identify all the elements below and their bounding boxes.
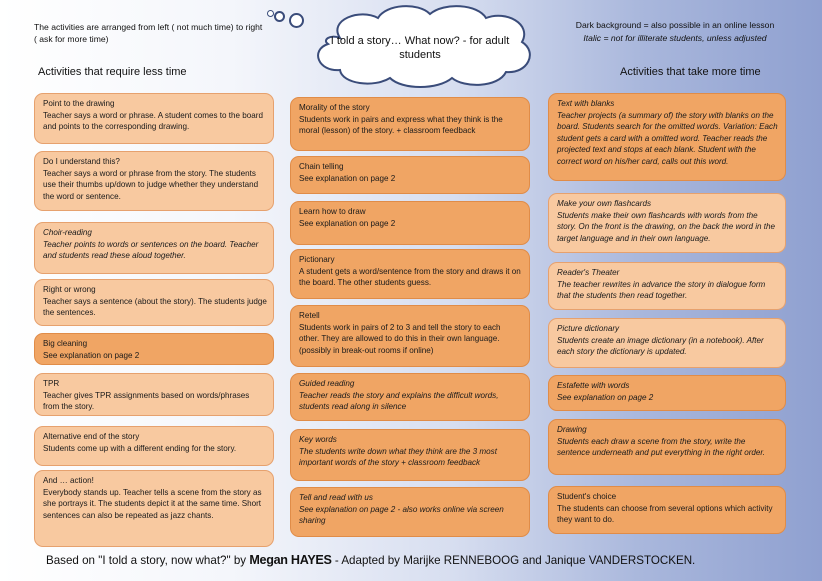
activity-description: Everybody stands up. Teacher tells a scene from the story as she portrays it. The students depict it at the same time. Short sentences can also be repeated as jazz chants. bbox=[43, 487, 262, 520]
activity-description: Students make their own flashcards with words from the story. On the front is the drawing, on the back the word in the target language and in their own language. bbox=[557, 210, 776, 243]
activity-description: Teacher projects (a summary of) the story with blanks on the board. Students search for the omitted words. Variation: Each student gets a card with a omitted word. Teacher reads the projected text and stops at each blank. Student with the correct word on his/her card, calls out this word. bbox=[557, 110, 778, 166]
activity-title: Point to the drawing bbox=[43, 99, 115, 108]
activity-card-key-words bbox=[290, 429, 530, 481]
activity-description: See explanation on page 2 bbox=[299, 173, 396, 183]
activity-title: Alternative end of the story bbox=[43, 432, 140, 441]
credits-author: Megan HAYES bbox=[249, 553, 332, 567]
activity-description: See explanation on page 2 bbox=[43, 350, 140, 360]
activity-title: Morality of the story bbox=[299, 103, 370, 112]
activity-description: Teacher says a sentence (about the story). The students judge the sentences. bbox=[43, 296, 267, 317]
activity-title: Student's choice bbox=[557, 492, 617, 501]
activity-card-flashcards bbox=[548, 193, 786, 253]
activity-description: Students come up with a different ending for the story. bbox=[43, 443, 237, 453]
activity-card-alternative-end bbox=[34, 426, 274, 466]
activity-title: Big cleaning bbox=[43, 339, 88, 348]
order-note: The activities are arranged from left ( not much time) to right ( ask for more time) bbox=[34, 22, 263, 44]
activity-card-retell bbox=[290, 305, 530, 367]
activity-card-tpr bbox=[34, 373, 274, 416]
activity-card-tell-and-read bbox=[290, 487, 530, 537]
activity-card-and-action bbox=[34, 470, 274, 547]
activity-title: Choir-reading bbox=[43, 228, 92, 237]
activity-card-picture-dictionary bbox=[548, 318, 786, 368]
activity-card-text-with-blanks bbox=[548, 93, 786, 181]
activity-description: The students write down what they think are the 3 most important words of the story + classroom feedback bbox=[299, 446, 497, 467]
activity-card-readers-theater bbox=[548, 262, 786, 310]
activity-description: Teacher says a word or phrase. A student comes to the board and points to the corresponding drawing. bbox=[43, 110, 264, 131]
activity-description: Students work in pairs of 2 to 3 and tell the story to each other. They are allowed to do this in their own language. (possibly in break-out rooms if online) bbox=[299, 322, 501, 355]
heading-more-time: Activities that take more time bbox=[620, 66, 761, 78]
activity-description: Students create an image dictionary (in a notebook). After each story the dictionary is updated. bbox=[557, 335, 764, 356]
activity-card-guided-reading bbox=[290, 373, 530, 421]
activity-title: Retell bbox=[299, 311, 320, 320]
activity-description: The teacher rewrites in advance the story in dialogue form that the students then read together. bbox=[557, 279, 766, 300]
thought-bubble-small bbox=[267, 10, 274, 17]
activity-card-pictionary bbox=[290, 249, 530, 299]
activity-description: Students work in pairs and express what they think is the moral (lesson) of the story. + classroom feedback bbox=[299, 114, 503, 135]
online-note: Dark background = also possible in an online lesson bbox=[575, 20, 775, 30]
activity-title: Key words bbox=[299, 435, 337, 444]
credits-footer bbox=[46, 553, 695, 567]
activity-card-big-cleaning bbox=[34, 333, 274, 365]
activity-title: Tell and read with us bbox=[299, 493, 373, 502]
activity-title: Guided reading bbox=[299, 379, 355, 388]
activity-title: Learn how to draw bbox=[299, 207, 366, 216]
activity-title: And … action! bbox=[43, 476, 94, 485]
activity-title: Make your own flashcards bbox=[557, 199, 652, 208]
activity-title: TPR bbox=[43, 379, 60, 388]
heading-less-time: Activities that require less time bbox=[38, 66, 187, 78]
activity-title: Text with blanks bbox=[557, 99, 615, 108]
activity-card-learn-to-draw bbox=[290, 201, 530, 245]
italic-note: Italic = not for illiterate students, unless adjusted bbox=[583, 33, 767, 43]
activity-title: Pictionary bbox=[299, 255, 335, 264]
activity-card-do-i-understand bbox=[34, 151, 274, 211]
activity-title: Chain telling bbox=[299, 162, 344, 171]
activity-card-point-to-drawing bbox=[34, 93, 274, 144]
activity-description: Teacher reads the story and explains the difficult words, students read along in silence bbox=[299, 390, 499, 411]
activity-card-students-choice bbox=[548, 486, 786, 534]
activity-description: Teacher points to words or sentences on the board. Teacher and students read these aloud together. bbox=[43, 239, 259, 260]
activity-description: Teacher gives TPR assignments based on words/phrases from the story. bbox=[43, 390, 250, 411]
credits-prefix: Based on "I told a story, now what?" by bbox=[46, 554, 247, 567]
activity-title: Do I understand this? bbox=[43, 157, 120, 166]
activity-card-estafette bbox=[548, 375, 786, 411]
activity-title: Drawing bbox=[557, 425, 587, 434]
activity-description: See explanation on page 2 bbox=[299, 218, 396, 228]
title-cloud bbox=[300, 0, 540, 90]
activity-title: Picture dictionary bbox=[557, 324, 620, 333]
activity-title: Estafette with words bbox=[557, 381, 630, 390]
activity-description: See explanation on page 2 bbox=[557, 392, 654, 402]
activity-description: The students can choose from several options which activity they want to do. bbox=[557, 503, 773, 524]
activity-title: Reader's Theater bbox=[557, 268, 620, 277]
activity-description: See explanation on page 2 - also works online via screen sharing bbox=[299, 504, 504, 525]
activity-title: Right or wrong bbox=[43, 285, 96, 294]
activity-card-chain-telling bbox=[290, 156, 530, 194]
activity-card-drawing bbox=[548, 419, 786, 475]
legend-notes bbox=[540, 19, 810, 45]
activity-description: Teacher says a word or phrase from the story. The students use their thumbs up/down to judge whether they understand the word or sentence. bbox=[43, 168, 259, 201]
activity-card-choir-reading bbox=[34, 222, 274, 274]
page-title: I told a story… What now? - for adult students bbox=[330, 35, 510, 61]
activity-card-morality bbox=[290, 97, 530, 151]
activity-description: A student gets a word/sentence from the story and draws it on the board. The other students guess. bbox=[299, 266, 521, 287]
activity-card-right-or-wrong bbox=[34, 279, 274, 326]
activity-description: Students each draw a scene from the story, write the sentence underneath and put everything in the right order. bbox=[557, 436, 766, 457]
thought-bubble-medium bbox=[274, 11, 285, 22]
credits-suffix: - Adapted by Marijke RENNEBOOG and Janique VANDERSTOCKEN. bbox=[334, 554, 696, 567]
